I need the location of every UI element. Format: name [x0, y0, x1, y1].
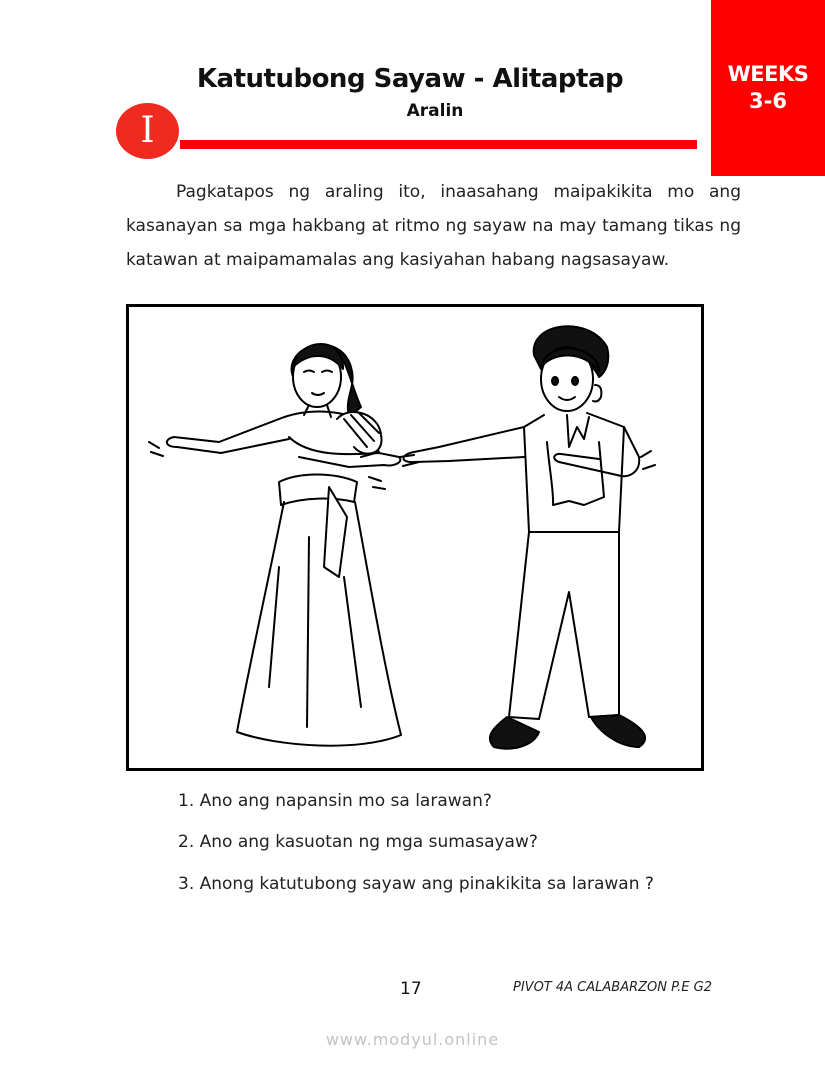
question-item: 2. Ano ang kasuotan ng mga sumasayaw?	[178, 832, 538, 852]
dancers-drawing	[129, 307, 701, 768]
page-number: 17	[400, 979, 422, 999]
watermark: www.modyul.online	[325, 1030, 500, 1049]
male-dancer-figure	[400, 326, 655, 748]
title-underline	[180, 140, 697, 149]
section-badge: I	[116, 103, 179, 159]
page-subtitle: Aralin	[406, 101, 464, 121]
weeks-tab	[711, 0, 825, 176]
weeks-range: 3-6	[749, 89, 787, 113]
intro-paragraph: Pagkatapos ng araling ito, inaasahang maipakikita mo ang kasanayan sa mga hakbang at ritmo ng sayaw na may tamang tikas ng katawan at maipamamalas ang kasiyahan habang nagsasayaw.	[126, 182, 741, 270]
question-item: 1. Ano ang napansin mo sa larawan?	[178, 791, 492, 811]
page-title: Katutubong Sayaw - Alitaptap	[196, 64, 624, 94]
dancers-illustration	[126, 304, 704, 771]
weeks-label: WEEKS	[727, 62, 809, 86]
question-item: 3. Anong katutubong sayaw ang pinakikita sa larawan ?	[178, 874, 654, 894]
footer-series: PIVOT 4A CALABARZON P.E G2	[513, 980, 712, 995]
female-dancer-figure	[149, 344, 401, 746]
